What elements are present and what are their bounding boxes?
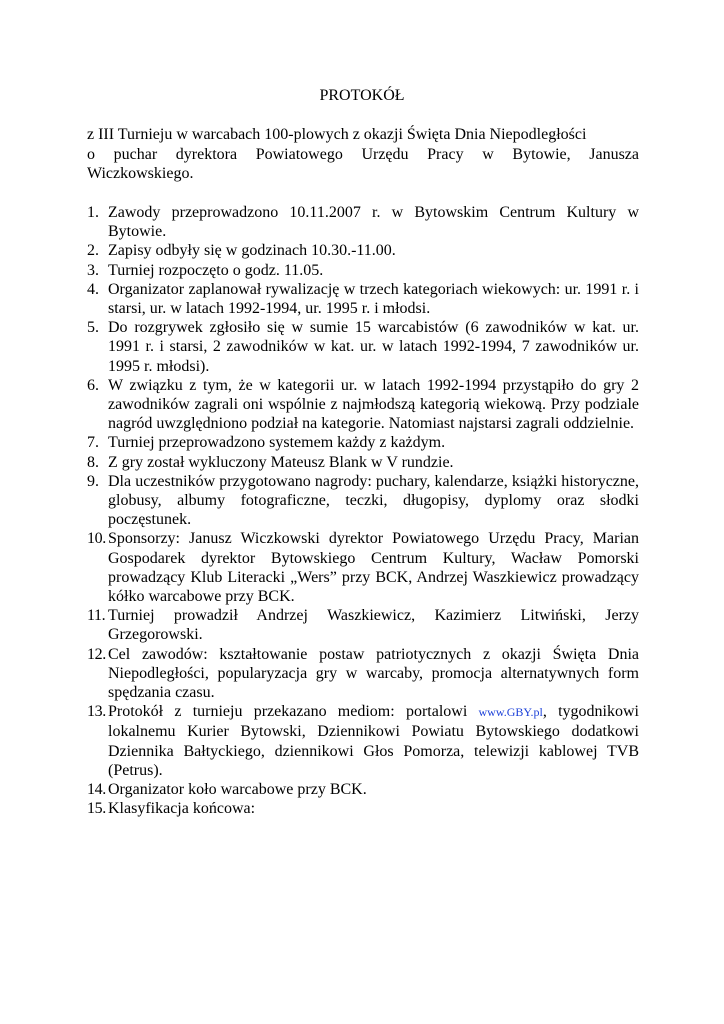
intro-line-1: z III Turnieju w warcabach 100-plowych z okazji Święta Dnia Niepodległości xyxy=(87,126,587,143)
list-item-9 xyxy=(87,472,639,530)
list-item-12 xyxy=(87,645,639,703)
protocol-list xyxy=(87,203,639,819)
list-item-11 xyxy=(87,606,639,644)
document-title: PROTOKÓŁ xyxy=(319,87,405,104)
list-item-text: Cel zawodów: kształtowanie postaw patriotycznych z okazji Święta Dnia Niepodległości, popularyzacja gry w warcaby, promocja alternatywnych form spędzania czasu. xyxy=(108,645,639,702)
list-item-7 xyxy=(87,433,639,452)
list-item-number: 1. xyxy=(87,204,99,221)
intro-line-3: Wiczkowskiego. xyxy=(87,165,194,182)
list-item-14 xyxy=(87,780,639,799)
list-item-5 xyxy=(87,318,639,376)
list-item-number: 10. xyxy=(87,530,106,548)
media-text-after: , tygodnikowi lokalnemu Kurier Bytowski, Dziennikowi Powiatu Bytowskiego dodatkowi Dziennika Bałtyckiego, dziennikowi Głos Pomorza, telewizji kablowej TVB (Petrus). xyxy=(108,703,639,779)
list-item-text: Organizator zaplanował rywalizację w trzech kategoriach wiekowych: ur. 1991 r. i starsi, ur. w latach 1992-1994, ur. 1995 r. i młodsi. xyxy=(108,280,639,318)
list-item-number: 13. xyxy=(87,703,106,721)
list-item-3 xyxy=(87,261,639,280)
list-item-1 xyxy=(87,203,639,241)
list-item-text: Do rozgrywek zgłosiło się w sumie 15 warcabistów (6 zawodników w kat. ur. 1991 r. i starsi, 2 zawodników w kat. ur. w latach 1992-1994, 7 zawodników ur. 1995 r. młodsi). xyxy=(108,319,639,375)
list-item-text: Zapisy odbyły się w godzinach 10.30.-11.00. xyxy=(108,242,396,260)
list-item-number: 3. xyxy=(87,261,99,279)
list-item-text: Turniej rozpoczęto o godz. 11.05. xyxy=(108,261,324,279)
list-item-2 xyxy=(87,241,639,260)
list-item-10 xyxy=(87,529,639,606)
list-item-number: 12. xyxy=(87,645,106,663)
list-item-text: Dla uczestników przygotowano nagrody: puchary, kalendarze, książki historyczne, globusy, albumy fotograficzne, teczki, długopisy, dyplomy oraz słodki poczęstunek. xyxy=(108,472,639,529)
media-text-before: Protokół z turnieju przekazano mediom: portalowi xyxy=(108,703,468,721)
list-item-4 xyxy=(87,280,639,318)
list-item-number: 4. xyxy=(87,280,99,298)
list-item-number: 8. xyxy=(87,453,99,471)
list-item-number: 7. xyxy=(87,434,99,452)
list-item-8 xyxy=(87,453,639,472)
list-item-13 xyxy=(87,702,639,780)
list-item-number: 11. xyxy=(87,607,106,625)
list-item-number: 6. xyxy=(87,376,99,394)
list-item-text: Turniej prowadził Andrzej Waszkiewicz, Kazimierz Litwiński, Jerzy Grzegorowski. xyxy=(108,607,639,644)
intro-line-2: o puchar dyrektora Powiatowego Urzędu Pracy w Bytowie, Janusza xyxy=(87,145,639,163)
list-item-number: 14. xyxy=(87,781,106,799)
list-item-text: Klasyfikacja końcowa: xyxy=(108,800,256,818)
portal-link[interactable]: www.GBY.pl xyxy=(478,705,543,720)
list-item-number: 15. xyxy=(87,800,106,818)
list-item-number: 9. xyxy=(87,472,99,490)
list-item-text: W związku z tym, że w kategorii ur. w latach 1992-1994 przystąpiło do gry 2 zawodników zagrali oni wspólnie z najmłodszą kategorią wiekową. Przy podziale nagród uwzględniono podział na kategorie. Natomiast najstarsi zagrali oddzielnie. xyxy=(108,376,639,433)
list-item-15 xyxy=(87,799,639,818)
list-item-text: Sponsorzy: Janusz Wiczkowski dyrektor Powiatowego Urzędu Pracy, Marian Gospodarek dyrektor Bytowskiego Centrum Kultury, Wacław Pomorski prowadzący Klub Literacki „Wers” przy BCK, Andrzej Waszkiewicz prowadzący kółko warcabowe przy BCK. xyxy=(108,530,639,606)
list-item-text: Z gry został wykluczony Mateusz Blank w V rundzie. xyxy=(108,453,454,471)
list-item-text: Organizator koło warcabowe przy BCK. xyxy=(108,781,367,799)
list-item-text xyxy=(108,702,639,780)
list-item-6 xyxy=(87,376,639,434)
list-item-text: Turniej przeprowadzono systemem każdy z każdym. xyxy=(108,434,446,452)
list-item-number: 2. xyxy=(87,242,99,260)
list-item-number: 5. xyxy=(87,319,99,337)
list-item-text: Zawody przeprowadzono 10.11.2007 r. w Bytowskim Centrum Kultury w Bytowie. xyxy=(108,204,639,241)
document-intro xyxy=(87,125,639,184)
